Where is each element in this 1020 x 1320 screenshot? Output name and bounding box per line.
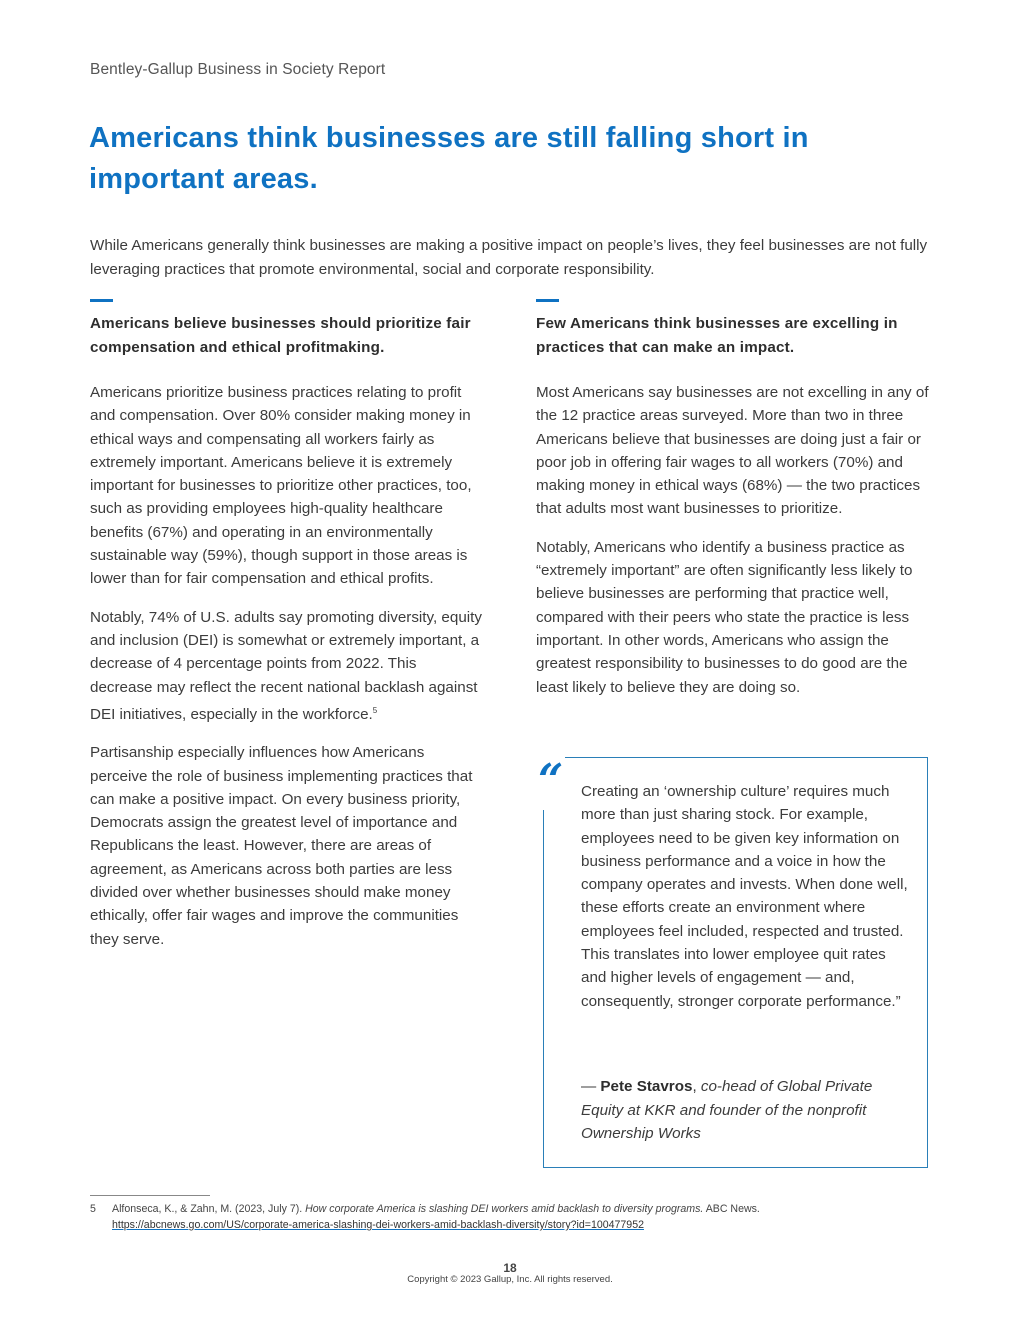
- right-column-heading: Few Americans think businesses are excelling in practices that can make an impact.: [536, 315, 898, 356]
- left-paragraph-2: [90, 606, 482, 727]
- left-paragraph-2-text: Notably, 74% of U.S. adults say promoting diversity, equity and inclusion (DEI) is somewhat or extremely important, a decrease of 4 percentage points from 2022. This decrease may reflect the recent national backlash against DEI initiatives, especially in the workforce.: [90, 608, 482, 723]
- attribution-dash: —: [581, 1078, 597, 1095]
- left-column: [90, 299, 482, 966]
- copyright-notice: Copyright © 2023 Gallup, Inc. All rights reserved.: [407, 1274, 613, 1285]
- page-number: 18: [503, 1261, 517, 1275]
- left-paragraph-1: Americans prioritize business practices relating to profit and compensation. Over 80% consider making money in ethical ways and compensating all workers fairly as extremely important. Americans believe it is extremely important for businesses to prioritize other practices, too, such as providing employees high-quality healthcare benefits (67%) and operating in an environmentally sustainable way (59%), though support in those areas is lower than for fair compensation and ethical profits.: [90, 384, 472, 588]
- right-paragraph-1: Most Americans say businesses are not excelling in any of the 12 practice areas surveyed. More than two in three Americans believe that businesses are doing just a fair or poor job in offering fair wages to all workers (70%) and making money in ethical ways (68%) — the two practices that adults most want businesses to prioritize.: [536, 384, 929, 518]
- section-accent-rule: [536, 299, 559, 302]
- running-header: Bentley-Gallup Business in Society Report: [90, 61, 386, 78]
- quote-text: Creating an ‘ownership culture’ requires much more than just sharing stock. For example, employees need to be given key information on business performance and a voice in how the company operates and invests. When done well, these efforts create an environment where employees feel included, respected and trusted. This translates into lower employee quit rates and higher levels of engagement — and, consequently, stronger corporate performance.”: [581, 783, 908, 1010]
- intro-paragraph: While Americans generally think businesses are making a positive impact on people’s lives, they feel businesses are not fully leveraging practices that promote environmental, social and corporate responsibility.: [90, 237, 928, 278]
- footnote: [90, 1201, 920, 1233]
- footnote-divider: [90, 1195, 210, 1196]
- quote-author-name: Pete Stavros: [600, 1078, 693, 1095]
- quote-mark-icon: “: [538, 755, 564, 806]
- pull-quote-box: [538, 755, 928, 1168]
- footnote-article-title: How corporate America is slashing DEI workers amid backlash to diversity programs.: [305, 1203, 704, 1215]
- footnote-publisher: ABC News.: [705, 1203, 760, 1215]
- right-paragraph-2: Notably, Americans who identify a business practice as “extremely important” are often significantly less likely to believe businesses are performing that practice well, compared with their peers who state the practice is less important. In other words, Americans who assign the greatest responsibility to businesses to do good are the least likely to believe they are doing so.: [536, 538, 913, 696]
- quote-attribution: — Pete Stavros, co-head of Global Private Equity at KKR and founder of the nonprofit Ownership Works: [581, 1078, 873, 1142]
- footnote-authors: Alfonseca, K., & Zahn, M. (2023, July 7).: [112, 1203, 303, 1215]
- footnote-link[interactable]: https://abcnews.go.com/US/corporate-america-slashing-dei-workers-amid-backlash-diversity/story?id=100477952: [112, 1219, 644, 1231]
- left-column-heading: Americans believe businesses should prioritize fair compensation and ethical profitmaking.: [90, 315, 471, 356]
- footnote-number: 5: [90, 1203, 96, 1215]
- footnote-reference[interactable]: 5: [372, 705, 378, 715]
- quote-author-role: co-head of Global Private Equity at KKR and founder of the nonprofit Ownership Works: [581, 1078, 873, 1142]
- footnote-body: [112, 1201, 920, 1233]
- right-column: [536, 299, 936, 714]
- left-paragraph-3: Partisanship especially influences how Americans perceive the role of business implementing practices that can make a positive impact. On every business priority, Democrats assign the greatest level of importance and Republicans the least. However, there are areas of agreement, as Americans across both parties are less divided over whether businesses should make money ethically, offer fair wages and improve the communities they serve.: [90, 744, 473, 948]
- page-title: Americans think businesses are still falling short in important areas.: [89, 122, 809, 195]
- section-accent-rule: [90, 299, 113, 302]
